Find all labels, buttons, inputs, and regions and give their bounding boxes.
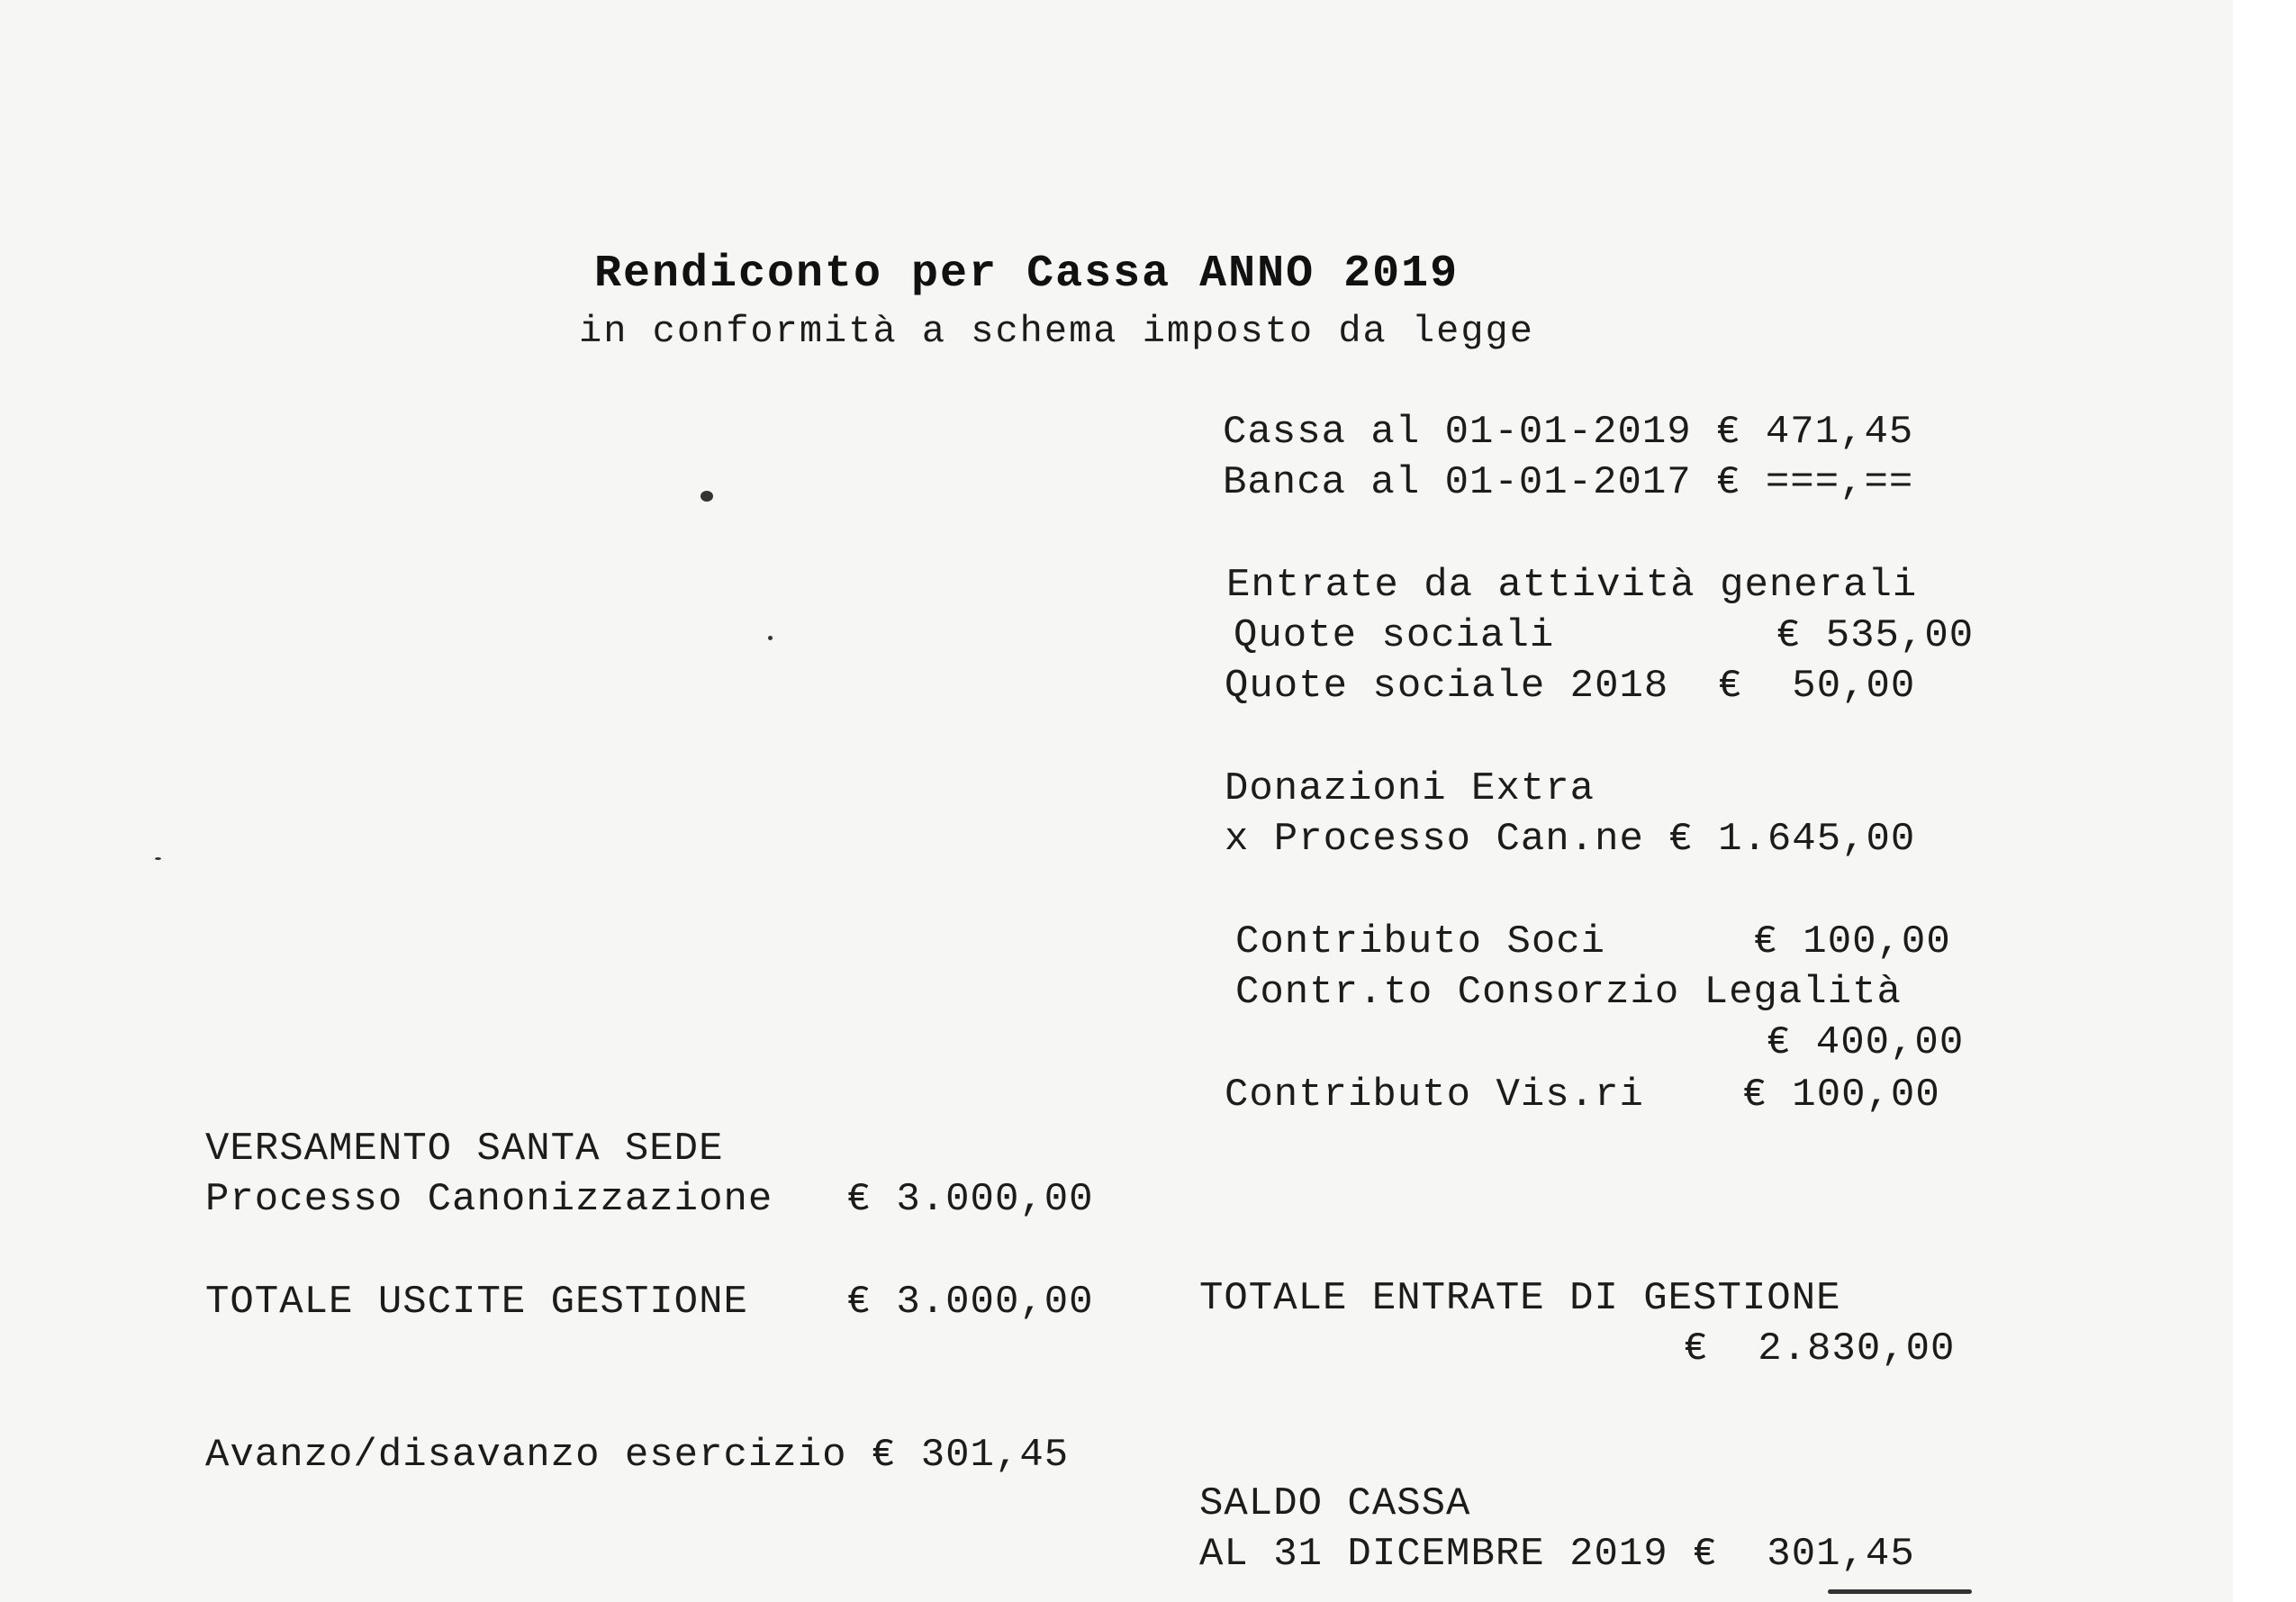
consorzio-amount: € 400,00 [1767,1020,1965,1065]
versamento-heading: VERSAMENTO SANTA SEDE [205,1127,724,1172]
quote-sociale-2018-line: Quote sociale 2018 € 50,00 [1225,664,1916,709]
cassa-opening-line: Cassa al 01-01-2019 € 471,45 [1223,410,1914,455]
scan-speck [1828,1589,1972,1594]
avanzo-line: Avanzo/disavanzo esercizio € 301,45 [205,1433,1070,1478]
scan-speck [155,857,161,860]
quote-sociali-line: Quote sociali € 535,00 [1234,613,1975,658]
donazioni-heading: Donazioni Extra [1225,766,1595,811]
scan-edge [2233,0,2296,1602]
contributo-visri-line: Contributo Vis.ri € 100,00 [1225,1073,1940,1118]
document-subtitle: in conformità a schema imposto da legge [579,310,1534,353]
processo-canne-line: x Processo Can.ne € 1.645,00 [1225,817,1916,862]
processo-canonizzazione-line: Processo Canonizzazione € 3.000,00 [205,1177,1094,1222]
saldo-cassa-label: SALDO CASSA [1199,1481,1471,1526]
totale-uscite-line: TOTALE USCITE GESTIONE € 3.000,00 [205,1280,1094,1325]
consorzio-legalita-line: Contr.to Consorzio Legalità [1235,970,1902,1015]
saldo-cassa-line: AL 31 DICEMBRE 2019 € 301,45 [1199,1532,1915,1577]
contributo-soci-line: Contributo Soci € 100,00 [1235,919,1951,964]
scan-speck [701,491,713,502]
scan-speck [768,636,773,640]
totale-entrate-label: TOTALE ENTRATE DI GESTIONE [1199,1276,1841,1321]
banca-opening-line: Banca al 01-01-2017 € ===,== [1223,460,1914,505]
document-title: Rendiconto per Cassa ANNO 2019 [594,249,1460,300]
entrate-heading: Entrate da attività generali [1226,563,1918,608]
totale-entrate-amount: € 2.830,00 [1684,1326,1956,1371]
